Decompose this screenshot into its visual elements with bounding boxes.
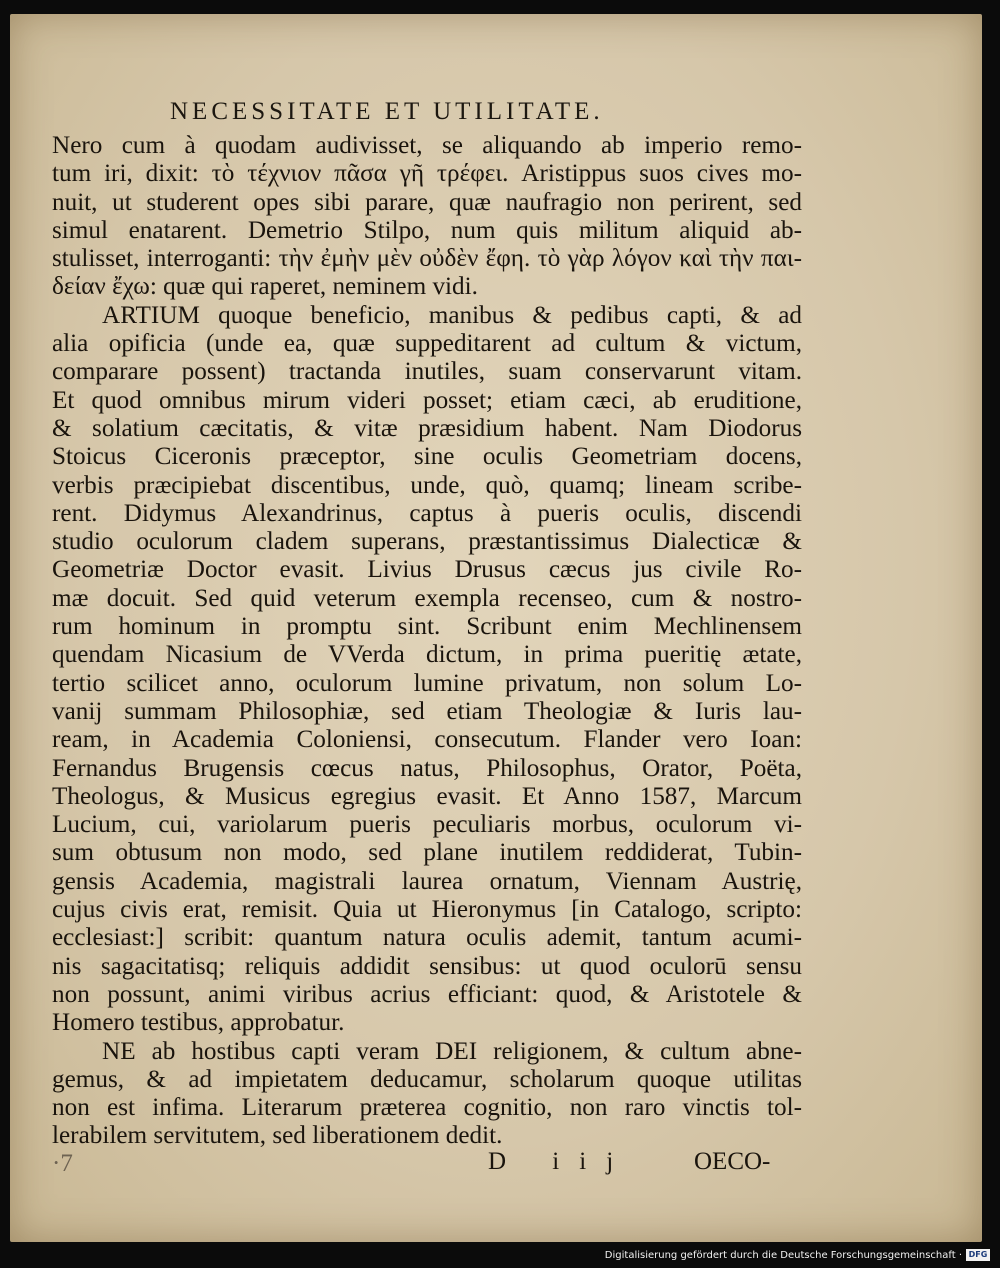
text-line: NE ab hostibus capti veram DEI religionem, & cultum abne- [102,1037,802,1065]
margin-smudge: ·7 [52,1150,73,1177]
text-line: Theologus, & Musicus egregius evasit. Et Anno 1587, Marcum [52,782,802,810]
text-line: comparare possent) tractanda inutiles, suam conservarunt vitam. [52,358,802,386]
text-line: quendam Nicasium de VVerda dictum, in prima pueritię ætate, [52,641,802,669]
running-head: NECESSITATE ET UTILITATE. [170,98,604,125]
text-line: cujus civis erat, remisit. Quia ut Hieronymus [in Catalogo, scripto: [52,896,802,924]
text-line: nuit, ut studerent opes sibi parare, quæ naufragio non perirent, sed [52,188,802,216]
text-line: rent. Didymus Alexandrinus, captus à pueris oculis, discendi [52,499,802,527]
body-text [52,132,802,1151]
text-line: gemus, & ad impietatem deducamur, scholarum quoque utilitas [52,1065,802,1093]
text-line: & solatium cæcitatis, & vitæ præsidium habent. Nam Diodorus [52,414,802,442]
text-line: δείαν ἔχω: quæ qui raperet, neminem vidi. [52,273,478,301]
text-line: sum obtusum non modo, sed plane inutilem reddiderat, Tubin- [52,839,802,867]
text-line: simul enatarent. Demetrio Stilpo, num quis militum aliquid ab- [52,216,802,244]
page-footer [10,1148,1000,1180]
text-line: Geometriæ Doctor evasit. Livius Drusus cæcus jus civile Ro- [52,556,802,584]
text-line: alia opificia (unde ea, quæ suppeditarent ad cultum & victum, [52,330,802,358]
text-line: stulisset, interroganti: τὴν ἐμὴν μὲν οὐδὲν ἔφη. τὸ γὰρ λόγον καὶ τὴν παι- [52,245,802,273]
text-line: nis sagacitatisq; reliquis addidit sensibus: ut quod oculorū sensu [52,952,802,980]
text-line: ream, in Academia Coloniensi, consecutum. Flander vero Ioan: [52,726,802,754]
dfg-logo-icon: DFG [966,1249,990,1261]
signature-mark: D iij [488,1148,634,1175]
text-line: lerabilem servitutem, sed liberationem dedit. [52,1122,503,1150]
digitization-credit: Digitalisierung gefördert durch die Deutsche Forschungsgemeinschaft · [604,1250,962,1261]
text-line: ARTIUM quoque beneficio, manibus & pedibus capti, & ad [102,301,802,329]
text-line: Et quod omnibus mirum videri posset; etiam cæci, ab eruditione, [52,386,802,414]
text-line: ecclesiast:] scribit: quantum natura oculis ademit, tantum acumi- [52,924,802,952]
text-line: rum hominum in promptu sint. Scribunt enim Mechlinensem [52,613,802,641]
text-line: non possunt, animi viribus acrius efficiant: quod, & Aristotele & [52,980,802,1008]
text-line: mæ docuit. Sed quid veterum exempla recenseo, cum & nostro- [52,584,802,612]
text-line: Lucium, cui, variolarum pueris peculiaris morbus, oculorum vi- [52,811,802,839]
text-line: studio oculorum cladem superans, præstantissimus Dialecticæ & [52,528,802,556]
text-line: Nero cum à quodam audivisset, se aliquando ab imperio remo- [52,132,802,159]
text-line: non est infima. Literarum præterea cognitio, non raro vinctis tol- [52,1094,802,1122]
text-line: tertio scilicet anno, oculorum lumine privatum, non solum Lo- [52,669,802,697]
text-line: verbis præcipiebat discentibus, unde, quò, quamq; lineam scribe- [52,471,802,499]
text-line: gensis Academia, magistrali laurea ornatum, Viennam Austrię, [52,867,802,895]
catchword: OECO- [694,1148,771,1175]
text-line: vanij summam Philosophiæ, sed etiam Theologiæ & Iuris lau- [52,697,802,725]
book-page [10,14,982,1242]
text-line: Homero testibus, approbatur. [52,1009,345,1037]
text-line: Fernandus Brugensis cœcus natus, Philosophus, Orator, Poëta, [52,754,802,782]
text-line: tum iri, dixit: τὸ τέχνιον πᾶσα γῆ τρέφει. Aristippus suos cives mo- [52,160,802,188]
text-line: Stoicus Ciceronis præceptor, sine oculis Geometriam docens, [52,443,802,471]
